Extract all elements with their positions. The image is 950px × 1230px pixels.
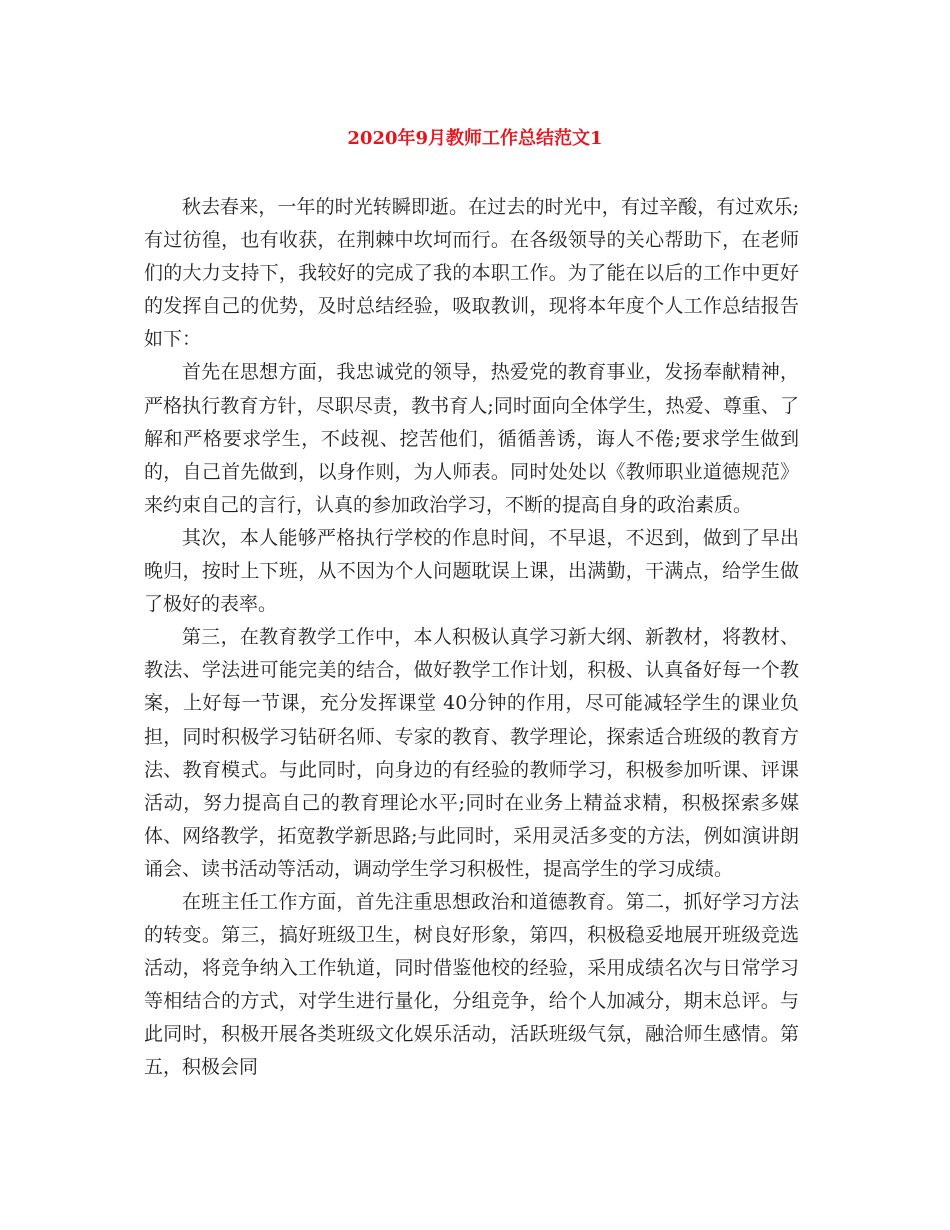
paragraph-intro: 秋去春来，一年的时光转瞬即逝。在过去的时光中，有过辛酸，有过欢乐;有过彷徨，也有收获，在荆棘中坎坷而行。在各级领导的关心帮助下，在老师们的大力支持下，我较好的完成了我的本职工作。为了能在以后的工作中更好的发挥自己的优势，及时总结经验，吸取教训，现将本年度个人工作总结报告如下： <box>144 196 799 351</box>
document-body <box>144 191 799 1085</box>
paragraph-teaching: 第三，在教育教学工作中，本人积极认真学习新大纲、新教材，将教材、教法、学法进可能完美的结合，做好教学工作计划，积极、认真备好每一个教案，上好每一节课，充分发挥课堂 40分钟的作用，尽可能减轻学生的课业负担，同时积极学习钻研名师、专家的教育、教学理论，探索适合班级的教育方法、教育模式。与此同时，向身边的有经验的教师学习，积极参加听课、评课活动，努力提高自己的教育理论水平;同时在业务上精益求精，积极探索多媒体、网络教学，拓宽教学新思路;与此同时，采用灵活多变的方法，例如演讲朗诵会、读书活动等活动，调动学生学习积极性，提高学生的学习成绩。 <box>144 626 799 880</box>
paragraph-ideology: 首先在思想方面，我忠诚党的领导，热爱党的教育事业，发扬奉献精神，严格执行教育方针，尽职尽责，教书育人;同时面向全体学生，热爱、尊重、了解和严格要求学生，不歧视、挖苦他们，循循善诱，诲人不倦;要求学生做到的，自己首先做到，以身作则，为人师表。同时处处以《教师职业道德规范》来约束自己的言行，认真的参加政治学习，不断的提高自身的政治素质。 <box>144 361 799 516</box>
paragraph-class-management: 在班主任工作方面，首先注重思想政治和道德教育。第二，抓好学习方法的转变。第三，搞好班级卫生，树良好形象，第四，积极稳妥地展开班级竞选活动，将竞争纳入工作轨道，同时借鉴他校的经验，采用成绩名次与日常学习等相结合的方式，对学生进行量化，分组竞争，给个人加减分，期末总评。与此同时，积极开展各类班级文化娱乐活动，活跃班级气氛，融洽师生感情。第五，积极会同 <box>144 890 799 1079</box>
document-title: 2020年9月教师工作总结范文1 <box>347 128 603 149</box>
paragraph-attendance: 其次，本人能够严格执行学校的作息时间，不早退，不迟到，做到了早出晚归，按时上下班，从不因为个人问题耽误上课，出满勤，干满点，给学生做了极好的表率。 <box>144 526 799 616</box>
